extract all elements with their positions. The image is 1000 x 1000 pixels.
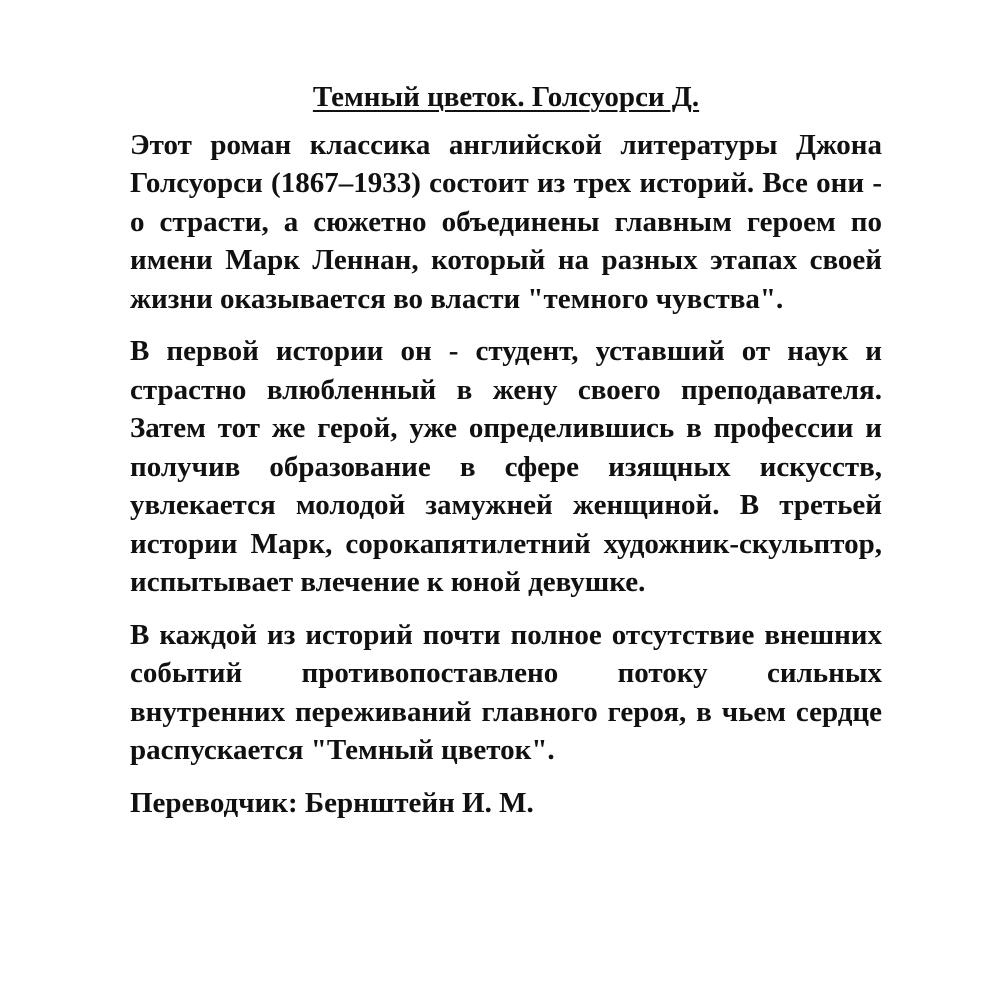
page-title: Темный цветок. Голсуорси Д. <box>312 81 700 113</box>
document-page <box>130 78 882 822</box>
paragraph-intro: Этот роман классика английской литературы Джона Голсуорси (1867–1933) состоит из трех историй. Все они - о страсти, а сюжетно объединены главным героем по имени Марк Леннан, который на разных этапах своей жизни оказывается во власти "темного чувства". <box>130 128 882 315</box>
translator-credit: Переводчик: Бернштейн И. М. <box>130 786 534 819</box>
paragraph-summary: В каждой из историй почти полное отсутствие внешних событий противопоставлено потоку сильных внутренних переживаний главного героя, в чьем сердце распускается "Темный цветок". <box>130 618 882 766</box>
paragraph-stories: В первой истории он - студент, уставший от наук и страстно влюбленный в жену своего преподавателя. Затем тот же герой, уже определившись в профессии и получив образование в сфере изящных искусств, увлекается молодой замужней женщиной. В третьей истории Марк, сорокапятилетний художник-скульптор, испытывает влечение к юной девушке. <box>130 335 882 598</box>
